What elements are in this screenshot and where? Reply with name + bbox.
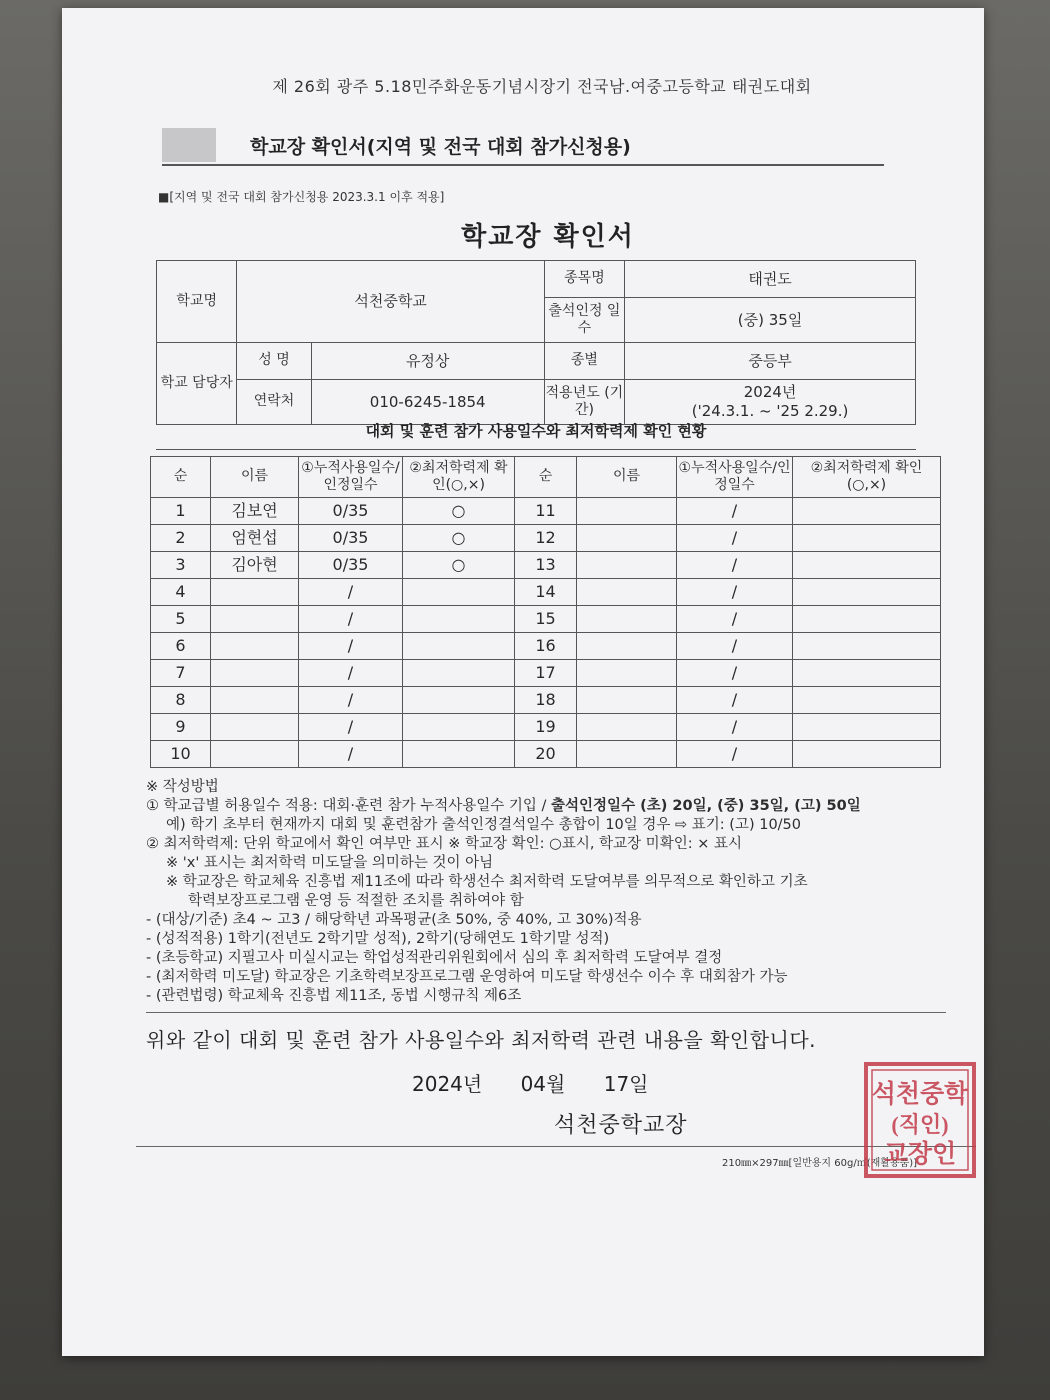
name-label: 성 명 xyxy=(237,343,311,380)
table-row xyxy=(151,498,941,525)
row-number: 18 xyxy=(515,687,577,714)
student-name xyxy=(211,687,299,714)
used-days: / xyxy=(299,660,403,687)
used-days: / xyxy=(677,552,793,579)
used-days: / xyxy=(677,687,793,714)
contact-label: 연락처 xyxy=(237,380,311,425)
row-number: 6 xyxy=(151,633,211,660)
col-name: 이름 xyxy=(211,457,299,498)
confirm-statement: 위와 같이 대회 및 훈련 참가 사용일수와 최저학력 관련 내용을 확인합니다. xyxy=(146,1028,817,1052)
col-check: ②최저학력제 확인(○,×) xyxy=(793,457,941,498)
title-marker xyxy=(162,128,216,162)
roster-header-row xyxy=(151,457,941,498)
student-name xyxy=(211,633,299,660)
col-name: 이름 xyxy=(577,457,677,498)
min-academic-check xyxy=(403,633,515,660)
used-days: / xyxy=(677,525,793,552)
student-name xyxy=(577,552,677,579)
date-year: 2024년 xyxy=(412,1072,483,1096)
used-days: / xyxy=(299,687,403,714)
signer-title: 석천중학교장 xyxy=(554,1113,688,1138)
note-2a: ※ 'x' 표시는 최저학력 미도달을 의미하는 것이 아님 xyxy=(166,855,494,871)
min-academic-check xyxy=(793,741,941,768)
paper-spec: 210㎜×297㎜[일반용지 60g/㎡(재활용품)] xyxy=(722,1158,918,1169)
student-name xyxy=(211,606,299,633)
row-number: 4 xyxy=(151,579,211,606)
divider xyxy=(136,1146,976,1147)
student-name xyxy=(577,687,677,714)
sport-value: 태권도 xyxy=(625,261,916,298)
note-2: ② 최저학력제: 단위 학교에서 확인 여부만 표시 ※ 학교장 확인: ○표시, 학교장 미확인: × 표시 xyxy=(146,836,742,852)
category-label: 종별 xyxy=(544,343,624,380)
row-number: 20 xyxy=(515,741,577,768)
detail-3: - (초등학교) 지필고사 미실시교는 학업성적관리위원회에서 심의 후 최저학력 도달여부 결정 xyxy=(146,950,723,966)
min-academic-check xyxy=(793,498,941,525)
student-name xyxy=(211,714,299,741)
used-days: / xyxy=(677,633,793,660)
note-1-example: 예) 학기 초부터 현재까지 대회 및 훈련참가 출석인정결석일수 총합이 10일 경우 ⇨ 표기: (고) 10/50 xyxy=(166,817,802,833)
used-days: / xyxy=(677,741,793,768)
row-number: 14 xyxy=(515,579,577,606)
student-name: 김보연 xyxy=(211,498,299,525)
note-1-bold: 출석인정일수 (초) 20일, (중) 35일, (고) 50일 xyxy=(551,798,861,814)
col-no: 순 xyxy=(515,457,577,498)
student-name xyxy=(577,606,677,633)
min-academic-check xyxy=(403,606,515,633)
note-1 xyxy=(146,797,946,816)
student-name xyxy=(211,741,299,768)
row-number: 13 xyxy=(515,552,577,579)
row-number: 19 xyxy=(515,714,577,741)
year-period-cell xyxy=(625,380,916,425)
row-number: 7 xyxy=(151,660,211,687)
manager-label: 학교 담당자 xyxy=(157,343,237,425)
sport-label: 종목명 xyxy=(544,261,624,298)
detail-2: - (성적적용) 1학기(전년도 2학기말 성적), 2학기(당해연도 1학기말 성적) xyxy=(146,931,610,947)
min-academic-check: ○ xyxy=(403,498,515,525)
table-row xyxy=(151,606,941,633)
min-academic-check xyxy=(403,714,515,741)
student-name xyxy=(577,498,677,525)
min-academic-check xyxy=(403,660,515,687)
category-value: 중등부 xyxy=(625,343,916,380)
student-name: 김아현 xyxy=(211,552,299,579)
row-number: 17 xyxy=(515,660,577,687)
contact-value: 010-6245-1854 xyxy=(311,380,544,425)
used-days: / xyxy=(299,579,403,606)
used-days: / xyxy=(299,741,403,768)
col-check: ②최저학력제 확인(○,×) xyxy=(403,457,515,498)
student-name xyxy=(577,579,677,606)
row-number: 3 xyxy=(151,552,211,579)
note-1-text: ① 학교급별 허용일수 적용: 대회·훈련 참가 누적사용일수 기입 / xyxy=(146,798,552,814)
min-academic-check xyxy=(793,552,941,579)
year-value: 2024년 xyxy=(743,383,797,402)
table-row xyxy=(151,714,941,741)
notes-heading: ※ 작성방법 xyxy=(146,779,219,795)
col-no: 순 xyxy=(151,457,211,498)
row-number: 8 xyxy=(151,687,211,714)
min-academic-check xyxy=(793,687,941,714)
detail-1: - (대상/기준) 초4 ~ 고3 / 해당학년 과목평균(초 50%, 중 40%, 고 30%)적용 xyxy=(146,912,642,928)
detail-4: - (최저학력 미도달) 학교장은 기초학력보장프로그램 운영하여 미도달 학생선수 이수 후 대회참가 가능 xyxy=(146,969,788,985)
seal-text-3: 교장인 xyxy=(883,1141,957,1168)
used-days: / xyxy=(299,633,403,660)
note-2c: 학력보장프로그램 운영 등 적절한 조치를 취하여야 함 xyxy=(188,893,524,909)
used-days: / xyxy=(677,606,793,633)
table-row xyxy=(151,525,941,552)
min-academic-check xyxy=(793,633,941,660)
used-days: / xyxy=(299,714,403,741)
table-row xyxy=(151,741,941,768)
writing-instructions xyxy=(146,778,946,1006)
date-day: 17일 xyxy=(603,1072,649,1096)
doc-title-bar xyxy=(162,126,884,166)
seal-text-2: (직인) xyxy=(891,1112,949,1137)
year-label: 적용년도 (기간) xyxy=(544,380,624,425)
min-academic-check xyxy=(793,714,941,741)
seal-text-1: 석천중학 xyxy=(871,1081,969,1108)
table-row xyxy=(151,552,941,579)
issue-date xyxy=(412,1068,679,1097)
row-number: 2 xyxy=(151,525,211,552)
row-number: 16 xyxy=(515,633,577,660)
divider xyxy=(146,1012,946,1013)
main-title: 학교장 확인서 xyxy=(461,222,635,252)
min-academic-check: ○ xyxy=(403,552,515,579)
col-days: ①누적사용일수/인정일수 xyxy=(677,457,793,498)
period-value: ('24.3.1. ~ '25 2.29.) xyxy=(691,402,849,420)
event-title: 제 26회 광주 5.18민주화운동기념시장기 전국남.여중고등학교 태권도대회 xyxy=(272,77,812,96)
roster-table xyxy=(150,456,941,768)
min-academic-check xyxy=(403,687,515,714)
used-days: / xyxy=(677,498,793,525)
student-name xyxy=(211,660,299,687)
table-row xyxy=(151,660,941,687)
row-number: 12 xyxy=(515,525,577,552)
used-days: / xyxy=(299,606,403,633)
detail-5: - (관련법령) 학교체육 진흥법 제11조, 동법 시행규칙 제6조 xyxy=(146,988,522,1004)
min-academic-check xyxy=(403,579,515,606)
date-month: 04월 xyxy=(520,1072,566,1096)
min-academic-check xyxy=(403,741,515,768)
used-days: / xyxy=(677,714,793,741)
table-row xyxy=(151,579,941,606)
note-2b: ※ 학교장은 학교체육 진흥법 제11조에 따라 학생선수 최저학력 도달여부를 의무적으로 확인하고 기초 xyxy=(166,874,808,890)
col-days: ①누적사용일수/인정일수 xyxy=(299,457,403,498)
school-label: 학교명 xyxy=(157,261,237,343)
student-name xyxy=(577,633,677,660)
apply-note: ■[지역 및 전국 대회 참가신청용 2023.3.1 이후 적용] xyxy=(158,190,445,204)
student-name xyxy=(577,714,677,741)
attend-label: 출석인정 일수 xyxy=(544,298,624,343)
doc-title: 학교장 확인서(지역 및 전국 대회 참가신청용) xyxy=(250,136,631,158)
official-seal-stamp xyxy=(862,1060,978,1180)
student-name xyxy=(577,525,677,552)
table-row xyxy=(151,687,941,714)
attend-value: (중) 35일 xyxy=(625,298,916,343)
status-caption: 대회 및 훈련 참가 사용일수와 최저학력제 확인 현황 xyxy=(156,420,916,450)
used-days: 0/35 xyxy=(299,498,403,525)
document-paper xyxy=(62,8,984,1356)
student-name xyxy=(577,660,677,687)
row-number: 15 xyxy=(515,606,577,633)
row-number: 9 xyxy=(151,714,211,741)
min-academic-check xyxy=(793,579,941,606)
row-number: 11 xyxy=(515,498,577,525)
min-academic-check: ○ xyxy=(403,525,515,552)
used-days: 0/35 xyxy=(299,525,403,552)
student-name xyxy=(211,579,299,606)
used-days: / xyxy=(677,660,793,687)
table-row xyxy=(151,633,941,660)
used-days: 0/35 xyxy=(299,552,403,579)
row-number: 1 xyxy=(151,498,211,525)
school-value: 석천중학교 xyxy=(237,261,544,343)
used-days: / xyxy=(677,579,793,606)
name-value: 유정상 xyxy=(311,343,544,380)
school-info-table xyxy=(156,260,916,425)
student-name xyxy=(577,741,677,768)
row-number: 10 xyxy=(151,741,211,768)
min-academic-check xyxy=(793,525,941,552)
row-number: 5 xyxy=(151,606,211,633)
min-academic-check xyxy=(793,660,941,687)
min-academic-check xyxy=(793,606,941,633)
student-name: 엄현섭 xyxy=(211,525,299,552)
